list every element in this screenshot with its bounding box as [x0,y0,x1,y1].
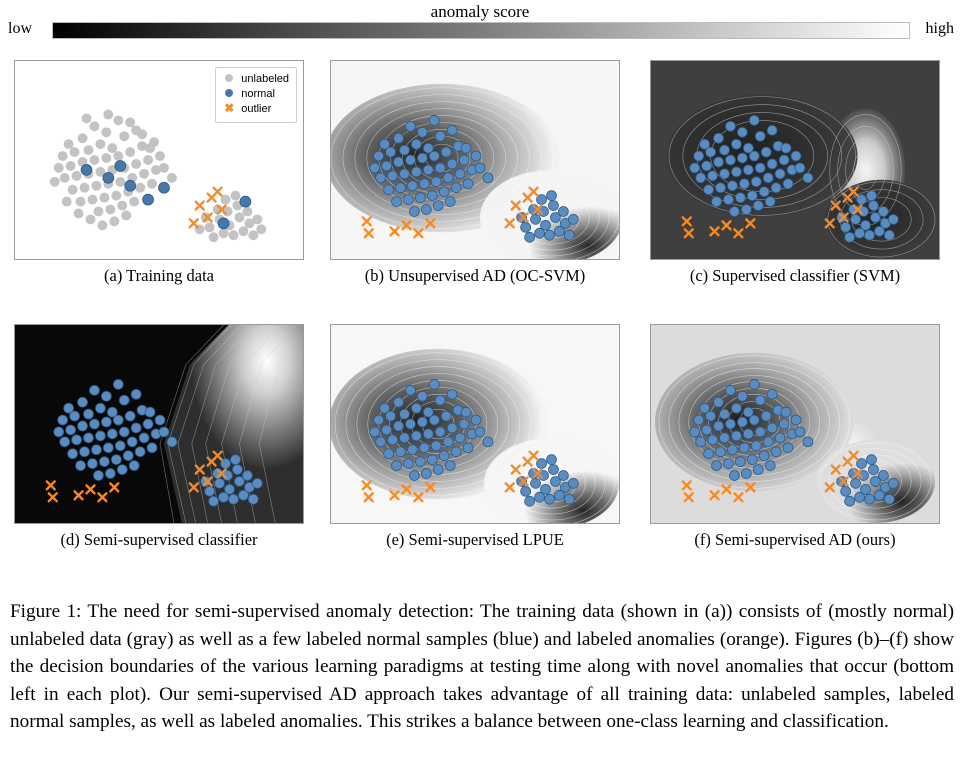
normal-marker-icon [221,87,237,102]
panel-d [14,324,304,549]
panel-c [650,60,940,285]
panel-b [330,60,620,285]
panel-f [650,324,940,549]
legend-item-normal [221,87,289,102]
panel-e-caption: (e) Semi-supervised LPUE [386,530,564,549]
panel-e-contours [331,325,619,523]
legend [215,67,297,123]
panel-e-plot [330,324,620,524]
panel-d-plot [14,324,304,524]
legend-label-outlier: outlier [241,103,272,115]
panel-c-plot [650,60,940,260]
colorbar-high-label: high [925,20,954,37]
panel-grid [0,52,960,557]
outlier-marker-icon: ✖ [224,101,235,115]
panel-c-contours [651,61,939,259]
panel-f-contours [651,325,939,523]
panel-b-plot [330,60,620,260]
panel-a-caption: (a) Training data [104,266,214,285]
legend-label-unlabeled: unlabeled [241,73,289,85]
panel-f-caption: (f) Semi-supervised AD (ours) [694,530,896,549]
panel-b-contours [331,61,619,259]
panel-f-plot [650,324,940,524]
panel-c-caption: (c) Supervised classifier (SVM) [689,266,901,285]
colorbar-gradient [52,22,910,39]
figure-caption: Figure 1: The need for semi-supervised anomaly detection: The training data (shown in (a)) consists of (mostly normal) unlabeled data (gray) as well as a few labeled normal samples (blue) and labeled anomalies (orange). Figures (b)–(f) show the decision boundaries of the various learning paradigms at testing time along with novel anomalies that occur (bottom left in each plot). Our semi-supervised AD approach takes advantage of all training data: unlabeled samples, labeled normal samples, as well as labeled anomalies. This strikes a balance between one-class learning and classification. [10,601,954,732]
panel-d-contours [15,325,303,523]
legend-item-outlier [221,102,289,117]
colorbar [0,0,960,46]
legend-label-normal: normal [241,88,275,100]
unlabeled-points [50,110,266,243]
panel-a [14,60,304,285]
panel-a-plot [14,60,304,260]
panel-d-caption: (d) Semi-supervised classifier [60,530,258,549]
panel-e [330,324,620,549]
legend-item-unlabeled [221,72,289,87]
colorbar-title: anomaly score [430,2,530,21]
unlabeled-marker-icon [221,72,237,87]
panel-b-caption: (b) Unsupervised AD (OC-SVM) [364,266,586,285]
colorbar-low-label: low [8,20,32,37]
